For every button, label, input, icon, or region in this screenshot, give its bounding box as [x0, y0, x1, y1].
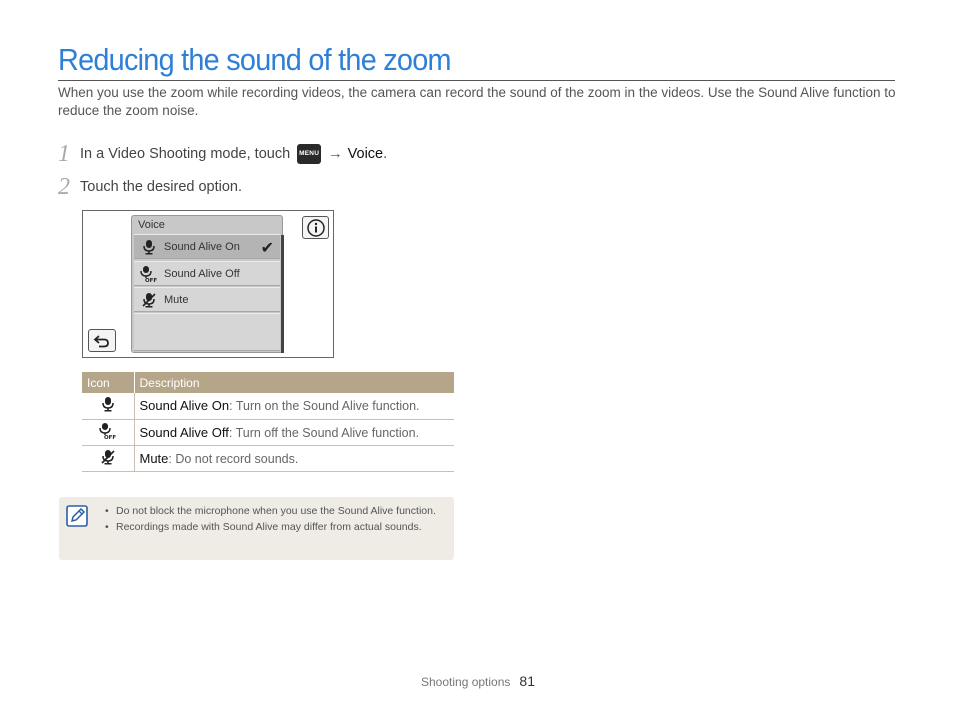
definition: : Turn off the Sound Alive function.	[228, 425, 420, 440]
step-text	[80, 144, 387, 164]
table-cell-description	[134, 445, 454, 471]
camera-screen	[82, 210, 334, 358]
option-sound-alive-on[interactable]	[134, 234, 280, 259]
column-header-icon: Icon	[82, 372, 134, 393]
step-2	[58, 175, 242, 199]
info-icon	[306, 218, 326, 238]
mic-mute-icon	[82, 445, 134, 471]
term: Mute	[139, 450, 169, 466]
intro-paragraph: When you use the zoom while recording videos, the camera can record the sound of the zoom in the videos. Use the Sound Alive function to reduce the zoom noise.	[58, 85, 896, 118]
svg-text:OFF: OFF	[103, 434, 116, 439]
column-header-description: Description	[134, 372, 454, 393]
option-label: Mute	[164, 293, 189, 306]
mic-mute-icon	[134, 292, 164, 308]
term: Sound Alive On	[139, 398, 230, 414]
term: Sound Alive Off	[139, 424, 229, 440]
menu-icon: MENU	[297, 144, 321, 164]
definition: : Turn on the Sound Alive function.	[229, 399, 420, 414]
voice-panel-title: Voice	[138, 219, 165, 231]
mic-on-icon	[134, 239, 164, 255]
table-header-row	[82, 372, 454, 393]
icon-description-table	[82, 372, 454, 472]
page-footer	[421, 673, 535, 689]
note-item: • Do not block the microphone when you use the Sound Alive function.	[105, 503, 445, 519]
table-row	[82, 445, 454, 471]
step-text-after: .	[383, 146, 388, 162]
step-number: 1	[58, 141, 70, 167]
note-list	[105, 503, 445, 535]
back-icon	[93, 334, 111, 348]
step-target: Voice	[347, 146, 384, 162]
table-cell-description	[134, 419, 454, 445]
definition: : Do not record sounds.	[168, 451, 299, 466]
mic-on-icon	[82, 393, 134, 419]
option-empty	[134, 313, 280, 351]
note-box	[59, 497, 454, 560]
check-icon: ✔	[260, 240, 274, 257]
option-label: Sound Alive Off	[164, 267, 240, 280]
page-title: Reducing the sound of the zoom	[58, 42, 451, 77]
table-row	[82, 419, 454, 445]
option-label: Sound Alive On	[164, 240, 240, 253]
table-row	[82, 393, 454, 419]
step-text: Touch the desired option.	[80, 179, 243, 195]
step-text-before: In a Video Shooting mode, touch	[80, 146, 291, 162]
page-number: 81	[519, 673, 535, 689]
voice-panel	[131, 215, 283, 353]
table-cell-description	[134, 393, 454, 419]
title-divider	[58, 80, 895, 81]
footer-section: Shooting options	[421, 675, 511, 689]
note-pencil-icon	[66, 505, 88, 532]
svg-text:OFF: OFF	[145, 277, 158, 282]
step-number: 2	[58, 174, 70, 200]
info-button[interactable]	[302, 216, 329, 239]
note-item: • Recordings made with Sound Alive may differ from actual sounds.	[105, 519, 445, 535]
option-sound-alive-off[interactable]	[134, 261, 280, 286]
back-button[interactable]	[88, 329, 116, 352]
scrollbar[interactable]	[281, 235, 284, 353]
mic-off-icon	[82, 419, 134, 445]
step-1	[58, 142, 387, 166]
option-mute[interactable]	[134, 287, 280, 312]
mic-off-icon	[134, 266, 164, 282]
arrow-icon: →	[328, 146, 343, 162]
